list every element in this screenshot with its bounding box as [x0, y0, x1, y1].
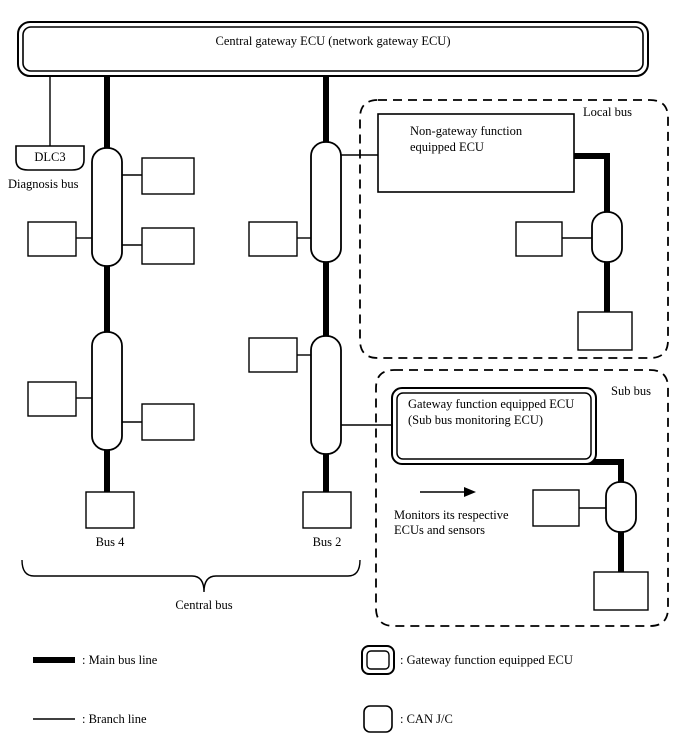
legend-branch-line-label: : Branch line — [82, 712, 147, 726]
sub-bus-label: Sub bus — [611, 384, 651, 398]
bus2-label: Bus 2 — [312, 535, 342, 549]
gateway-ecu-label-line1: Gateway function equipped ECU — [408, 397, 575, 411]
local-bus-label: Local bus — [583, 105, 632, 119]
dlc3-label: DLC3 — [34, 150, 66, 164]
non-gateway-ecu-label-line1: Non-gateway function — [410, 124, 523, 138]
can-jc-nodes — [92, 142, 636, 532]
central-gateway-ecu-box — [18, 22, 648, 76]
central-gateway-ecu-label: Central gateway ECU (network gateway ECU) — [215, 34, 451, 48]
legend-can-jc-label: : CAN J/C — [400, 712, 453, 726]
legend-gateway-ecu-label: : Gateway function equipped ECU — [400, 653, 573, 667]
central-bus-brace — [22, 560, 360, 592]
diagnosis-bus-label: Diagnosis bus — [8, 177, 79, 191]
gateway-ecu-label-line2: (Sub bus monitoring ECU) — [408, 413, 544, 427]
non-gateway-ecu-label-line2: equipped ECU — [410, 140, 484, 154]
monitor-annotation-line1: Monitors its respective — [394, 508, 509, 522]
central-bus-label: Central bus — [175, 598, 233, 612]
bus4-label: Bus 4 — [95, 535, 125, 549]
monitor-annotation-line2: ECUs and sensors — [394, 523, 485, 537]
monitor-arrow-icon — [420, 487, 476, 497]
legend-main-bus-line-label: : Main bus line — [82, 653, 158, 667]
